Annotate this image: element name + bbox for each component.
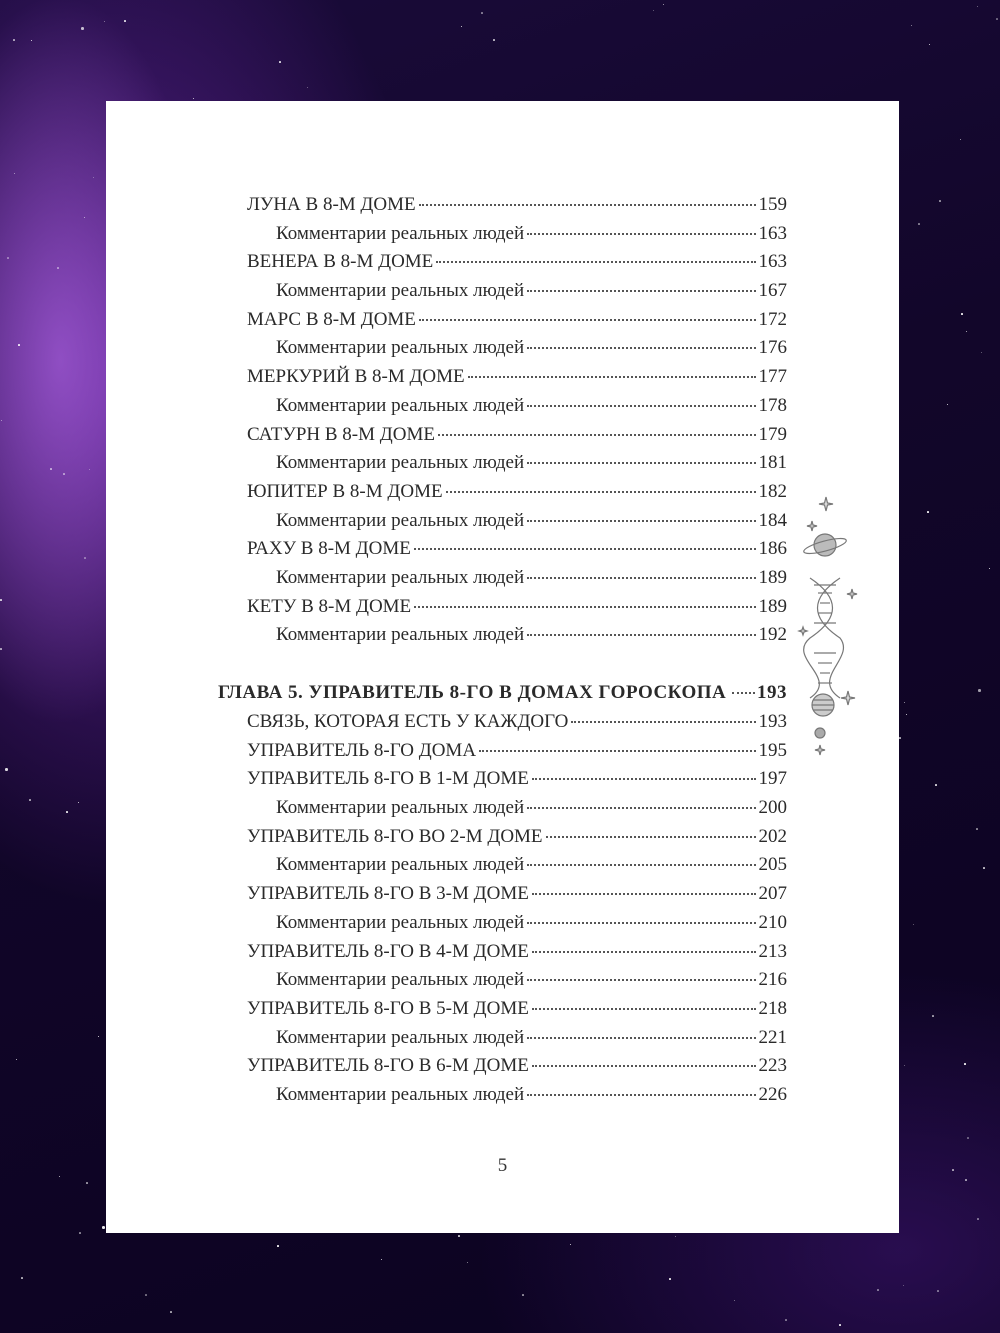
star [653,10,654,11]
star [50,468,52,470]
star [0,599,2,601]
dot-leader [527,233,755,235]
star [996,18,998,20]
toc-page-number: 207 [758,883,787,904]
toc-page-number: 167 [758,280,787,301]
star [927,511,929,513]
star [14,173,15,174]
star [193,98,194,99]
toc-entry-label: Комментарии реальных людей [276,395,525,416]
star [785,1319,787,1321]
star [78,802,79,803]
toc-subsection-entry [276,966,787,994]
star [965,1179,967,1181]
toc-section-entry [247,535,787,563]
toc-entry-label: Комментарии реальных людей [276,223,525,244]
toc-entry-label: ЮПИТЕР В 8-М ДОМЕ [247,481,443,502]
star [79,1232,81,1234]
star [13,39,15,41]
star [381,1259,382,1260]
toc-subsection-entry [276,1024,787,1052]
toc-entry-label: Комментарии реальных людей [276,797,525,818]
toc-page-number: 216 [758,969,787,990]
toc-subsection-entry [276,1081,787,1109]
toc-entry-label: Комментарии реальных людей [276,510,525,531]
star [877,1289,879,1291]
toc-subsection-entry [276,564,787,592]
dot-leader [527,347,755,349]
star [86,1182,88,1184]
star [976,828,978,830]
toc-entry-label: УПРАВИТЕЛЬ 8-ГО В 4-М ДОМЕ [247,941,529,962]
toc-section-entry [247,363,787,391]
dot-leader [446,491,756,493]
star [307,87,308,88]
star [734,1300,735,1301]
star [81,27,84,30]
star [964,1063,966,1065]
star [904,1065,905,1066]
star [952,1169,954,1171]
dot-leader [527,1094,755,1096]
toc-page-number: 226 [758,1084,787,1105]
star [960,139,961,140]
toc-page-number: 193 [758,711,787,732]
toc-page-number: 223 [758,1055,787,1076]
star [904,702,905,703]
toc-subsection-entry [276,277,787,305]
star [839,1324,841,1326]
dot-leader [527,979,755,981]
toc-entry-label: УПРАВИТЕЛЬ 8-ГО ВО 2-М ДОМЕ [247,826,543,847]
dot-leader [419,319,756,321]
toc-page-number: 189 [758,567,787,588]
toc-page-number: 178 [758,395,787,416]
toc-entry-label: Комментарии реальных людей [276,624,525,645]
star [84,557,86,559]
toc-subsection-entry [276,334,787,362]
star [929,44,930,45]
star [84,217,85,218]
star [21,1277,23,1279]
star [57,267,59,269]
toc-section-entry [247,880,787,908]
star [570,1244,571,1245]
toc-entry-label: МАРС В 8-М ДОМЕ [247,309,416,330]
toc-subsection-entry [276,794,787,822]
dot-leader [527,405,755,407]
star [63,473,65,475]
dot-leader [527,922,755,924]
star [966,331,967,332]
star [279,61,281,63]
toc-entry-label: ВЕНЕРА В 8-М ДОМЕ [247,251,434,272]
book-page [106,101,899,1233]
toc-section-entry [247,708,787,736]
star [481,12,483,14]
star [961,313,963,315]
star [947,404,948,405]
toc-page-number: 218 [758,998,787,1019]
dot-leader [527,864,755,866]
toc-chapter-heading [218,679,787,707]
toc-page-number: 189 [758,596,787,617]
toc-section-entry [247,191,787,219]
star [29,799,31,801]
star [5,768,8,771]
star [935,784,937,786]
star [98,1036,99,1037]
page-number: 5 [497,1155,508,1176]
toc-entry-label: КЕТУ В 8-М ДОМЕ [247,596,412,617]
toc-entry-label: РАХУ В 8-М ДОМЕ [247,538,411,559]
star [663,4,664,5]
dot-leader [527,634,755,636]
toc-entry-label: Комментарии реальных людей [276,969,525,990]
toc-subsection-entry [276,220,787,248]
star [104,21,105,22]
toc-entry-label: Комментарии реальных людей [276,854,525,875]
toc-page-number: 202 [758,826,787,847]
star [918,223,920,225]
toc-page-number: 205 [758,854,787,875]
toc-page-number: 177 [758,366,787,387]
planets-dna-ornament-icon [796,493,866,763]
toc-entry-label: Комментарии реальных людей [276,452,525,473]
star [7,257,9,259]
toc-section-entry [247,421,787,449]
toc-section-entry [247,737,787,765]
dot-leader [527,462,755,464]
toc-entry-label: УПРАВИТЕЛЬ 8-ГО В 6-М ДОМЕ [247,1055,529,1076]
toc-section-entry [247,995,787,1023]
toc-page-number: 163 [758,223,787,244]
toc-section-entry [247,478,787,506]
dot-leader [532,1008,756,1010]
dot-leader [732,692,755,694]
dot-leader [532,1065,756,1067]
star [277,1245,279,1247]
toc-entry-label: Комментарии реальных людей [276,1027,525,1048]
toc-section-entry [247,823,787,851]
toc-subsection-entry [276,392,787,420]
star [981,352,982,353]
star [932,1015,934,1017]
star [31,40,32,41]
dot-leader [527,577,755,579]
star [967,1137,969,1139]
star [0,648,2,650]
toc-section-entry [247,938,787,966]
toc-subsection-entry [276,507,787,535]
toc-page-number: 195 [758,740,787,761]
toc-page-number: 186 [758,538,787,559]
dot-leader [479,750,755,752]
toc-section-entry [247,1052,787,1080]
toc-section-entry [247,248,787,276]
dot-leader [527,520,755,522]
star [939,200,941,202]
toc-entry-label: УПРАВИТЕЛЬ 8-ГО В 3-М ДОМЕ [247,883,529,904]
dot-leader [414,606,755,608]
star [170,1311,172,1313]
toc-entry-label: Комментарии реальных людей [276,280,525,301]
toc-entry-label: МЕРКУРИЙ В 8-М ДОМЕ [247,366,465,387]
dot-leader [468,376,756,378]
star [89,469,90,470]
toc-page-number: 176 [758,337,787,358]
toc-page-number: 163 [758,251,787,272]
toc-page-number: 221 [758,1027,787,1048]
toc-entry-label: УПРАВИТЕЛЬ 8-ГО ДОМА [247,740,477,761]
toc-page-number: 210 [758,912,787,933]
toc-entry-label: УПРАВИТЕЛЬ 8-ГО В 5-М ДОМЕ [247,998,529,1019]
toc-page-number: 197 [758,768,787,789]
star [989,568,990,569]
star [16,1059,17,1060]
dot-leader [532,951,756,953]
dot-leader [414,548,756,550]
star [522,1294,524,1296]
star [911,25,912,26]
star [18,344,20,346]
toc-entry-label: Комментарии реальных людей [276,1084,525,1105]
toc-entry-label: СВЯЗЬ, КОТОРАЯ ЕСТЬ У КАЖДОГО [247,711,569,732]
star [493,39,495,41]
dot-leader [436,261,755,263]
toc-page-number: 184 [758,510,787,531]
toc-section-entry [247,765,787,793]
toc-page-number: 200 [758,797,787,818]
star [461,26,462,27]
toc-subsection-entry [276,909,787,937]
toc-section-entry [247,306,787,334]
star [913,924,914,925]
toc-entry-label: ГЛАВА 5. УПРАВИТЕЛЬ 8-ГО В ДОМАХ ГОРОСКОПА [218,682,727,703]
toc-page-number: 172 [758,309,787,330]
toc-page-number: 182 [758,481,787,502]
star [937,1290,939,1292]
toc-entry-label: Комментарии реальных людей [276,912,525,933]
dot-leader [419,204,756,206]
star [102,1226,105,1229]
toc-page-number: 179 [758,424,787,445]
star [145,1294,147,1296]
star [59,1176,60,1177]
dot-leader [527,807,755,809]
star [675,1236,676,1237]
star [458,1235,460,1237]
dot-leader [571,721,755,723]
toc-page-number: 181 [758,452,787,473]
toc-entry-label: САТУРН В 8-М ДОМЕ [247,424,435,445]
star [906,714,907,715]
toc-subsection-entry [276,449,787,477]
toc-page-number: 159 [758,194,787,215]
star [1,420,2,421]
star [124,20,126,22]
toc-page-number: 213 [758,941,787,962]
star [66,811,68,813]
dot-leader [532,778,756,780]
dot-leader [546,836,756,838]
star [93,177,94,178]
star [467,1262,468,1263]
star [899,737,901,739]
star [669,1278,671,1280]
dot-leader [527,1037,755,1039]
star [977,6,978,7]
toc-page-number: 192 [758,624,787,645]
toc-subsection-entry [276,621,787,649]
toc-entry-label: УПРАВИТЕЛЬ 8-ГО В 1-М ДОМЕ [247,768,529,789]
toc-section-entry [247,593,787,621]
dot-leader [527,290,755,292]
dot-leader [532,893,756,895]
toc-subsection-entry [276,851,787,879]
star [977,1218,979,1220]
toc-entry-label: ЛУНА В 8-М ДОМЕ [247,194,416,215]
star [978,689,981,692]
toc-entry-label: Комментарии реальных людей [276,567,525,588]
star [983,867,985,869]
toc-entry-label: Комментарии реальных людей [276,337,525,358]
star [903,1285,904,1286]
dot-leader [438,434,756,436]
toc-page-number: 193 [757,682,787,703]
